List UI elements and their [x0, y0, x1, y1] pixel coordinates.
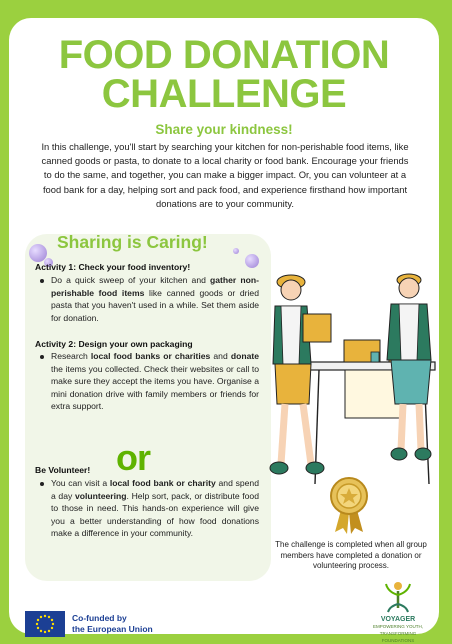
- voyager-label: VOYAGER EMPOWERING YOUTH, TRANSFORMING FOUNDATIONS: [373, 616, 423, 643]
- bullet-dot: [40, 482, 44, 486]
- bullet-dot: [40, 279, 44, 283]
- eu-funding-label: Co-funded by the European Union: [72, 613, 153, 634]
- section-heading: Sharing is Caring!: [57, 232, 208, 252]
- title-line-1: FOOD DONATION: [58, 33, 390, 77]
- activity-2-heading: Activity 2: Design your own packaging: [35, 339, 193, 349]
- bullet-dot: [40, 355, 44, 359]
- volunteers-illustration: [249, 254, 439, 494]
- eu-flag-icon: [25, 611, 65, 637]
- voyager-logo-icon: [382, 578, 414, 614]
- volunteer-heading: Be Volunteer!: [35, 465, 91, 475]
- or-divider: or: [116, 437, 150, 478]
- gold-medal-icon: [329, 476, 369, 534]
- intro-paragraph: In this challenge, you'll start by searching your kitchen for non-perishable food items, like canned goods or pasta, to donate to a local charity or food bank. Encourage your friends to do the same, and together, you can make a bigger impact. Or, you can volunteer at a food bank for a day, helping sort and pack food, and experience firsthand how important donations are to your community.: [41, 141, 409, 209]
- volunteer-text: You can visit a local food bank or charity and spend a day volunteering. Help sort, pack, or distribute food to those in need. This hands-on experience will give you a better understanding of how food donations make a difference in your community.: [51, 478, 259, 539]
- activity-1-heading: Activity 1: Check your food inventory!: [35, 262, 191, 272]
- title-line-2: CHALLENGE: [101, 72, 347, 116]
- bubble-decoration-right-small: [233, 248, 239, 254]
- poster-card: [9, 18, 439, 643]
- subtitle: Share your kindness!: [155, 122, 293, 137]
- activity-2-text: Research local food banks or charities and donate the items you collected. Check their websites or call to make sure they accept the items you have. Organise a mini donation drive with family members or friends for extra support.: [51, 351, 259, 412]
- completion-note: The challenge is completed when all group members have completed a donation or volunteering process.: [275, 540, 427, 570]
- activity-1-text: Do a quick sweep of your kitchen and gather non-perishable food items like canned goods or dried pasta that you haven't used in a while. Set them aside for donation.: [51, 275, 259, 323]
